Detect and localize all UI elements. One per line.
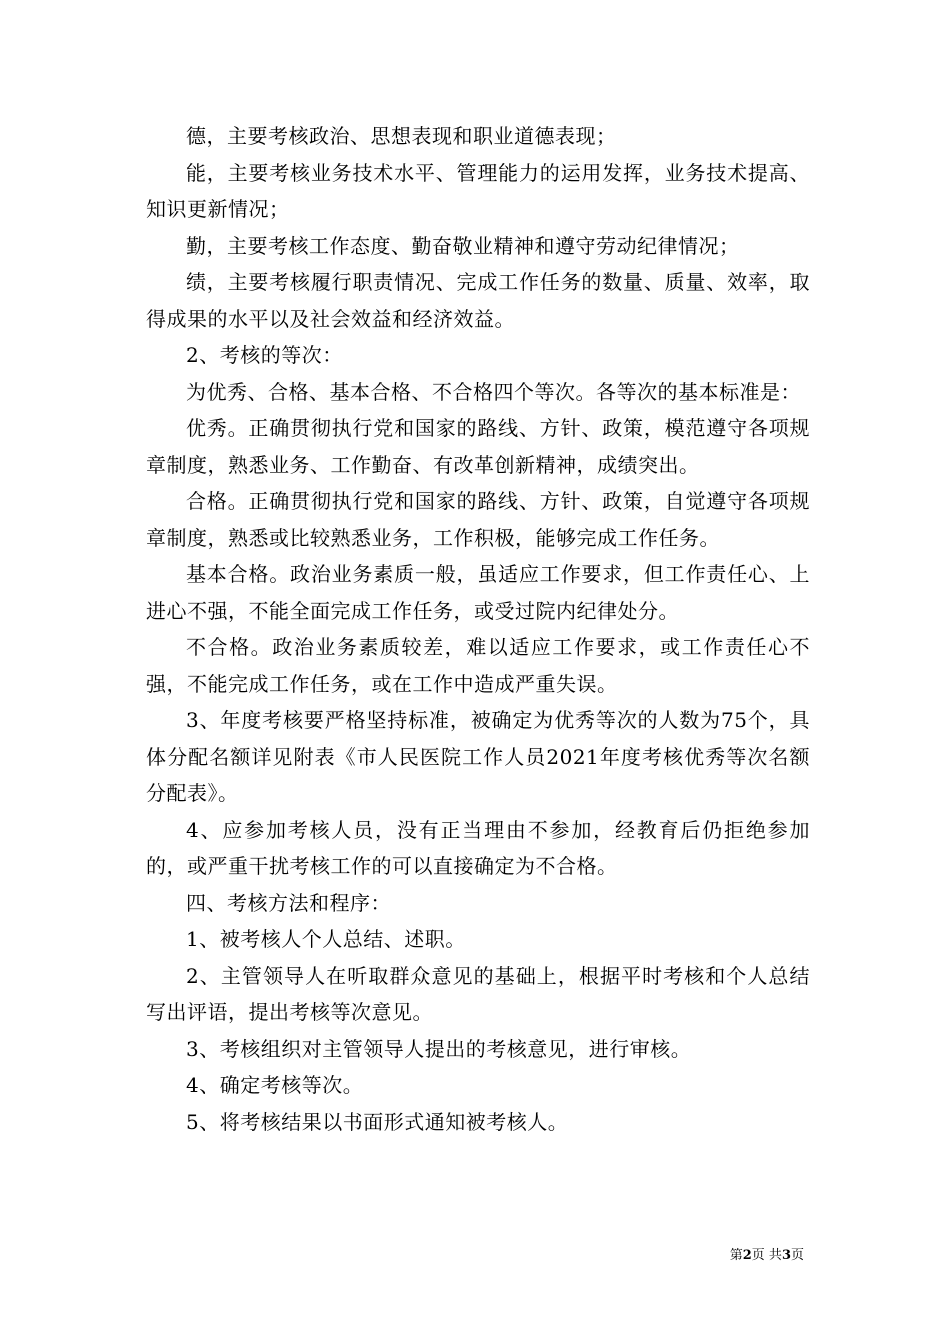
paragraph-qualified: 合格。正确贯彻执行党和国家的路线、方针、政策，自觉遵守各项规章制度，熟悉或比较熟悉业务，工作积极，能够完成工作任务。 <box>146 489 810 550</box>
page-suffix: 页 <box>790 1248 804 1263</box>
paragraph-step-1: 1、被考核人个人总结、述职。 <box>186 927 466 951</box>
paragraph-basically-qualified: 基本合格。政治业务素质一般，虽适应工作要求，但工作责任心、上进心不强，不能全面完成工作任务，或受过院内纪律处分。 <box>146 562 810 623</box>
paragraph-grade-heading: 2、考核的等次： <box>186 343 343 367</box>
paragraph-grade-intro: 为优秀、合格、基本合格、不合格四个等次。各等次的基本标准是： <box>186 379 801 404</box>
paragraph-excellent: 优秀。正确贯彻执行党和国家的路线、方针、政策，模范遵守各项规章制度，熟悉业务、工作勤奋、有改革创新精神，成绩突出。 <box>146 416 810 477</box>
paragraph-quota: 3、年度考核要严格坚持标准，被确定为优秀等次的人数为75个，具体分配名额详见附表《市人民医院工作人员2021年度考核优秀等次名额分配表》。 <box>146 708 810 805</box>
page-middle: 页 共 <box>751 1248 782 1263</box>
paragraph-de: 德，主要考核政治、思想表现和职业道德表现； <box>186 124 617 148</box>
paragraph-ji: 绩，主要考核履行职责情况、完成工作任务的数量、质量、效率，取得成果的水平以及社会效益和经济效益。 <box>146 270 810 331</box>
paragraph-step-4: 4、确定考核等次。 <box>186 1073 364 1097</box>
section-heading-methods: 四、考核方法和程序： <box>186 890 391 915</box>
paragraph-step-2: 2、主管领导人在听取群众意见的基础上，根据平时考核和个人总结写出评语，提出考核等次意见。 <box>146 963 810 1024</box>
paragraph-qin: 勤，主要考核工作态度、勤奋敬业精神和遵守劳动纪律情况； <box>186 233 740 258</box>
page-number-footer <box>730 1247 804 1265</box>
page-prefix: 第 <box>729 1248 743 1263</box>
paragraph-step-5: 5、将考核结果以书面形式通知被考核人。 <box>186 1109 569 1134</box>
page-total: 3 <box>781 1248 791 1263</box>
page-current: 2 <box>742 1248 752 1263</box>
paragraph-refusal: 4、应参加考核人员，没有正当理由不参加，经教育后仍拒绝参加的，或严重干扰考核工作的可以直接确定为不合格。 <box>146 817 810 878</box>
paragraph-neng: 能，主要考核业务技术水平、管理能力的运用发挥，业务技术提高、知识更新情况； <box>146 160 810 221</box>
paragraph-unqualified: 不合格。政治业务素质较差，难以适应工作要求，或工作责任心不强，不能完成工作任务，或在工作中造成严重失误。 <box>146 635 810 696</box>
document-body <box>146 118 810 1140</box>
paragraph-step-3: 3、考核组织对主管领导人提出的考核意见，进行审核。 <box>186 1036 692 1061</box>
